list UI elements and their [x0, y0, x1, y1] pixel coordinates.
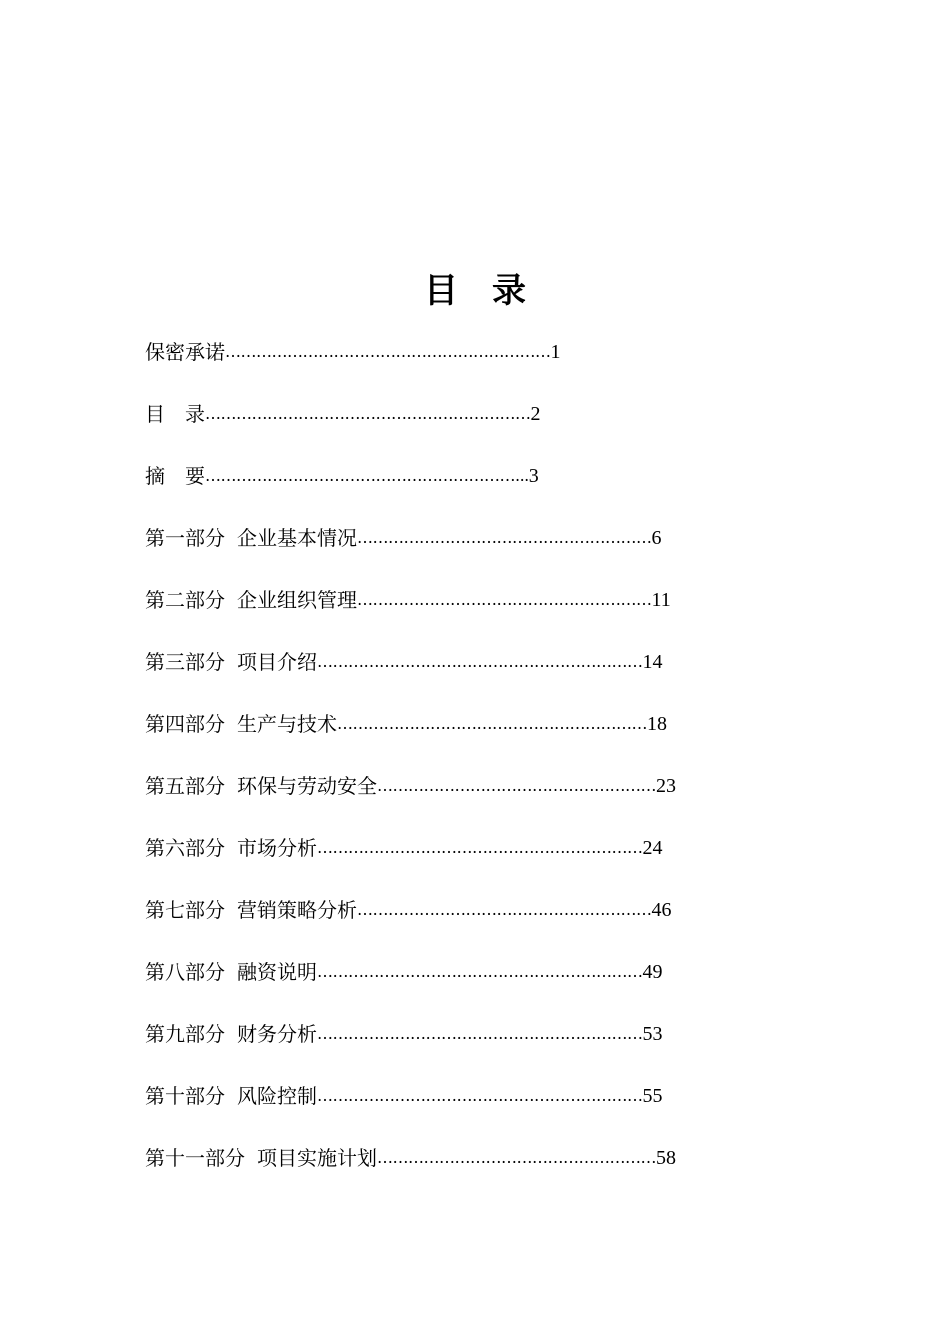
- toc-entry-label: 市场分析: [237, 836, 317, 860]
- toc-entry-label: 目 录: [145, 402, 205, 426]
- toc-entry: [145, 768, 785, 830]
- toc-entry-leader: …………………………………………………: [357, 528, 652, 547]
- toc-entry-page: 23: [656, 775, 676, 797]
- toc-entry-leader: ……………………………………………………...: [205, 466, 529, 485]
- toc-entry-page: 11: [651, 589, 671, 611]
- toc-entry-leader: ………………………………………………………: [317, 1086, 643, 1105]
- toc-entry-leader: ……………………………………………………: [337, 714, 647, 733]
- toc-entry-leader: ………………………………………………: [377, 776, 656, 795]
- toc-entry-label: 保密承诺: [145, 340, 225, 364]
- toc-entry-label: 生产与技术: [237, 712, 337, 736]
- toc-title: 目 录: [424, 271, 526, 311]
- toc-entry-label: 摘 要: [145, 464, 205, 488]
- toc-entry-part: 第四部分: [145, 712, 225, 736]
- toc-entry-part: 第十部分: [145, 1084, 225, 1108]
- toc-entry-leader: ………………………………………………………: [205, 404, 531, 423]
- toc-entry-leader: ………………………………………………………: [225, 342, 551, 361]
- toc-entry-part: 第七部分: [145, 898, 225, 922]
- toc-entry: [145, 582, 785, 644]
- toc-list: [145, 334, 785, 1202]
- toc-entry-label: 项目实施计划: [257, 1146, 377, 1170]
- toc-entry: [145, 1140, 785, 1202]
- toc-entry-label: 营销策略分析: [237, 898, 357, 922]
- toc-entry-leader: ………………………………………………: [377, 1148, 656, 1167]
- toc-entry-label: 企业组织管理: [237, 588, 357, 612]
- toc-entry-page: 24: [642, 837, 663, 859]
- toc-entry-part: 第一部分: [145, 526, 225, 550]
- toc-entry-label: 财务分析: [237, 1022, 317, 1046]
- toc-entry: [145, 520, 785, 582]
- toc-entry-leader: ………………………………………………………: [317, 1024, 643, 1043]
- toc-entry-part: 第九部分: [145, 1022, 225, 1046]
- toc-entry-label: 项目介绍: [237, 650, 317, 674]
- toc-entry-leader: ………………………………………………………: [317, 838, 643, 857]
- toc-entry-part: 第十一部分: [145, 1146, 245, 1170]
- toc-entry-page: 55: [642, 1085, 663, 1107]
- toc-entry-part: 第六部分: [145, 836, 225, 860]
- toc-entry-part: 第二部分: [145, 588, 225, 612]
- toc-entry: [145, 954, 785, 1016]
- toc-entry-page: 2: [530, 403, 541, 425]
- toc-entry-label: 风险控制: [237, 1084, 317, 1108]
- toc-entry: [145, 396, 785, 458]
- toc-entry-page: 6: [651, 527, 662, 549]
- toc-entry: [145, 706, 785, 768]
- toc-entry-page: 49: [642, 961, 663, 983]
- toc-entry-label: 环保与劳动安全: [237, 774, 377, 798]
- toc-entry-label: 企业基本情况: [237, 526, 357, 550]
- toc-entry-part: 第八部分: [145, 960, 225, 984]
- toc-entry: [145, 1078, 785, 1140]
- toc-entry-page: 53: [642, 1023, 663, 1045]
- toc-entry-leader: …………………………………………………: [357, 900, 652, 919]
- toc-entry: [145, 458, 785, 520]
- toc-entry: [145, 644, 785, 706]
- toc-entry-label: 融资说明: [237, 960, 317, 984]
- toc-entry-page: 58: [656, 1147, 676, 1169]
- toc-entry: [145, 830, 785, 892]
- toc-entry-leader: ………………………………………………………: [317, 962, 643, 981]
- toc-entry: [145, 1016, 785, 1078]
- toc-entry-page: 1: [550, 341, 561, 363]
- toc-entry-page: 46: [651, 899, 672, 921]
- toc-entry-page: 18: [647, 713, 667, 735]
- toc-entry-page: 14: [642, 651, 663, 673]
- toc-entry-leader: ………………………………………………………: [317, 652, 643, 671]
- toc-entry-leader: …………………………………………………: [357, 590, 652, 609]
- toc-entry: [145, 334, 785, 396]
- toc-entry-part: 第三部分: [145, 650, 225, 674]
- toc-entry-page: 3: [528, 465, 539, 487]
- toc-entry: [145, 892, 785, 954]
- toc-entry-part: 第五部分: [145, 774, 225, 798]
